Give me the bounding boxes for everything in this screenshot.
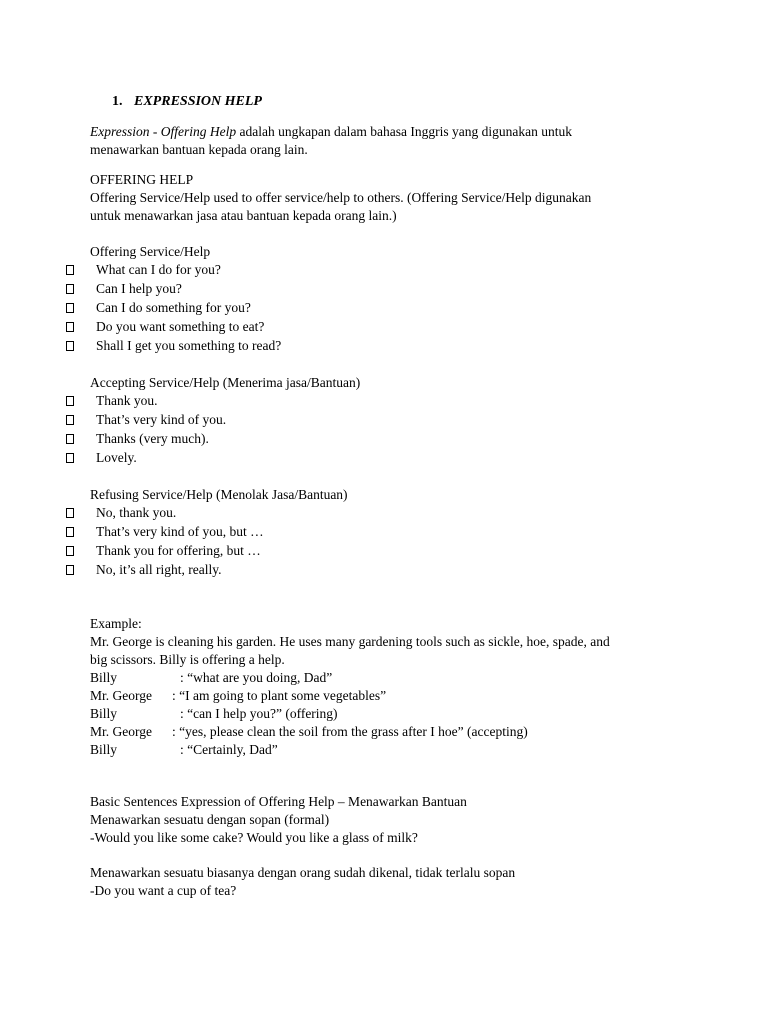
list-item [66, 523, 264, 542]
checkbox-icon [66, 434, 74, 444]
list-item [66, 299, 281, 318]
dialog-line: : “Certainly, Dad” [180, 742, 278, 757]
list-item [66, 430, 226, 449]
list-item [66, 392, 226, 411]
list-item [66, 317, 281, 336]
dialog-speaker: Billy [90, 670, 118, 685]
list-item-text: No, it’s all right, really. [96, 561, 222, 577]
dialog-line: : “can I help you?” (offering) [180, 706, 338, 721]
intro-rest: adalah ungkapan dalam bahasa Inggris yang digunakan untuk [236, 124, 573, 139]
checkbox-icon [66, 546, 74, 556]
dialog-speaker: Billy [90, 742, 118, 757]
basic-sentences-section [90, 793, 710, 900]
list-item [66, 448, 226, 467]
offering-help-title: OFFERING HELP [90, 172, 194, 187]
list-item-text: Thanks (very much). [96, 430, 209, 446]
dialog-row [90, 669, 710, 687]
list-item-text: Can I do something for you? [96, 299, 251, 315]
dialog-row [90, 741, 710, 759]
informal-label: Menawarkan sesuatu biasanya dengan orang sudah dikenal, tidak terlalu sopan [90, 865, 516, 880]
informal-example: -Do you want a cup of tea? [90, 883, 237, 898]
intro-line-2: menawarkan bantuan kepada orang lain. [90, 142, 308, 157]
list-item-text: Can I help you? [96, 281, 182, 297]
dialog-speaker: Mr. George [90, 724, 152, 739]
offering-help-line-2: untuk menawarkan jasa atau bantuan kepada orang lain.) [90, 208, 397, 223]
offering-list [66, 261, 281, 355]
list-item [66, 560, 264, 579]
dialog-line: : “what are you doing, Dad” [180, 670, 333, 685]
formal-example: -Would you like some cake? Would you like a glass of milk? [90, 830, 418, 845]
accepting-list [66, 392, 226, 467]
example-label: Example: [90, 616, 142, 631]
list-item-text: Thank you for offering, but … [96, 542, 261, 558]
refusing-list-title: Refusing Service/Help (Menolak Jasa/Bantuan) [90, 487, 348, 502]
list-item-text: No, thank you. [96, 505, 177, 521]
list-item-text: Shall I get you something to read? [96, 337, 282, 353]
dialog-speaker: Mr. George [90, 688, 152, 703]
paragraph-spacer [90, 847, 710, 864]
refusing-list [66, 504, 264, 579]
list-item [66, 504, 264, 523]
dialog-line: : “I am going to plant some vegetables” [172, 688, 387, 703]
intro-lead: Expression - Offering Help [90, 124, 237, 139]
section-number: 1. [112, 94, 123, 109]
list-item-text: That’s very kind of you, but … [96, 524, 264, 540]
checkbox-icon [66, 565, 74, 575]
example-line-1: Mr. George is cleaning his garden. He uses many gardening tools such as sickle, hoe, spade, and [90, 634, 610, 649]
list-item-text: Do you want something to eat? [96, 318, 265, 334]
offering-help-paragraph [90, 171, 710, 225]
basic-title: Basic Sentences Expression of Offering Help – Menawarkan Bantuan [90, 794, 467, 809]
formal-label: Menawarkan sesuatu dengan sopan (formal) [90, 812, 330, 827]
dialog-row [90, 705, 710, 723]
offering-list-title: Offering Service/Help [90, 244, 211, 259]
section-title: EXPRESSION HELP [134, 94, 262, 109]
checkbox-icon [66, 527, 74, 537]
intro-paragraph [90, 123, 710, 159]
list-item [66, 411, 226, 430]
list-item-text: What can I do for you? [96, 262, 221, 278]
checkbox-icon [66, 284, 74, 294]
dialog-row [90, 723, 710, 741]
checkbox-icon [66, 322, 74, 332]
checkbox-icon [66, 453, 74, 463]
checkbox-icon [66, 508, 74, 518]
dialog-row [90, 687, 710, 705]
list-item-text: Thank you. [96, 393, 158, 409]
list-item [66, 336, 281, 355]
dialog-speaker: Billy [90, 706, 118, 721]
checkbox-icon [66, 265, 74, 275]
section-heading [112, 93, 262, 111]
list-item-text: Lovely. [96, 449, 137, 465]
checkbox-icon [66, 415, 74, 425]
offering-help-line-1: Offering Service/Help used to offer service/help to others. (Offering Service/Help digunakan [90, 190, 592, 205]
dialog-line: : “yes, please clean the soil from the grass after I hoe” (accepting) [172, 724, 528, 739]
list-item [66, 261, 281, 280]
checkbox-icon [66, 341, 74, 351]
list-item [66, 542, 264, 561]
checkbox-icon [66, 396, 74, 406]
list-item-text: That’s very kind of you. [96, 412, 227, 428]
checkbox-icon [66, 303, 74, 313]
list-item [66, 280, 281, 299]
accepting-list-title: Accepting Service/Help (Menerima jasa/Bantuan) [90, 375, 361, 390]
example-section [90, 615, 710, 759]
example-line-2: big scissors. Billy is offering a help. [90, 652, 285, 667]
